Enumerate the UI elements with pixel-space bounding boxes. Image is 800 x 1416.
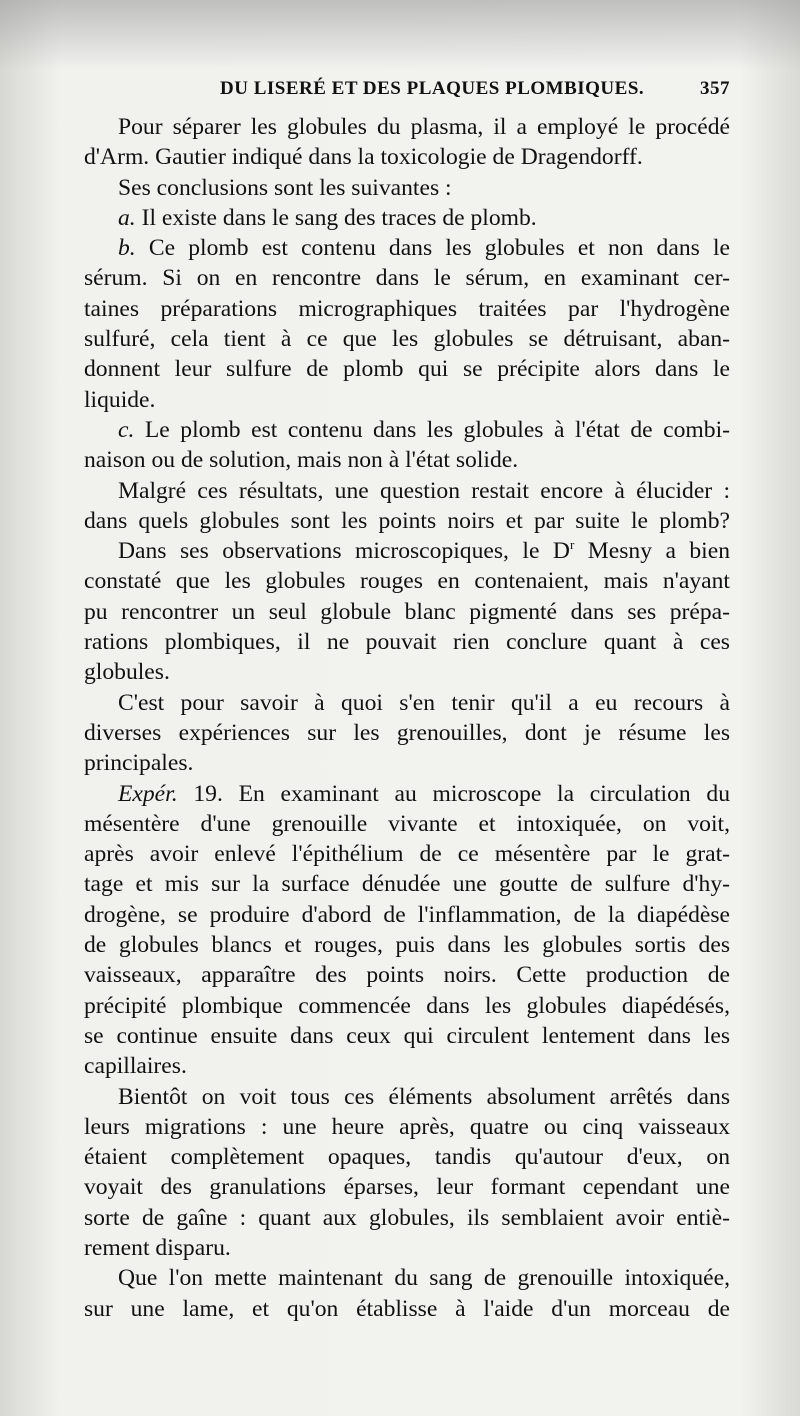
text-line	[84, 263, 730, 293]
body-text	[84, 112, 730, 1324]
line-text: naison ou de solution, mais non à l'état solide.	[84, 447, 519, 474]
running-title: DU LISERÉ ET DES PLAQUES PLOMBIQUES.	[220, 78, 645, 99]
line-text: pu rencontrer un seul globule blanc pigmenté dans ses prépa-	[84, 598, 730, 625]
line-text: Pour séparer les globules du plasma, il a employé le procédé	[118, 114, 730, 140]
line-text: Ce plomb est contenu dans les globules et non dans le	[135, 235, 730, 262]
line-text: Que l'on mette maintenant du sang de grenouille intoxiquée,	[118, 1265, 730, 1292]
text-line	[84, 1112, 730, 1142]
text-line	[84, 324, 730, 354]
line-text: se continue ensuite dans ceux qui circulent lentement dans les	[84, 1022, 730, 1049]
text-line	[84, 1172, 730, 1202]
item-label: b.	[118, 235, 136, 262]
text-line	[84, 1051, 730, 1081]
text-line	[84, 445, 730, 475]
line-text: capillaires.	[84, 1053, 187, 1080]
line-text: C'est pour savoir à quoi s'en tenir qu'il a eu recours à	[118, 689, 730, 716]
text-line	[84, 900, 730, 930]
text-line	[84, 809, 730, 839]
line-text: diverses expériences sur les grenouilles, dont je résume les	[84, 719, 730, 746]
text-line	[84, 476, 730, 506]
line-text: tage et mis sur la surface dénudée une goutte de sulfure d'hy-	[84, 871, 730, 898]
text-line	[84, 1082, 730, 1112]
line-text: rations plombiques, il ne pouvait rien conclure quant à ces	[84, 629, 730, 656]
line-text: d'Arm. Gautier indiqué dans la toxicologie de Dragendorff.	[84, 144, 643, 171]
text-line	[84, 294, 730, 324]
text-line	[84, 566, 730, 596]
line-text: étaient complètement opaques, tandis qu'autour d'eux, on	[84, 1144, 730, 1171]
page-number: 357	[700, 78, 730, 99]
line-text: après avoir enlevé l'épithélium de ce mésentère par le grat-	[84, 841, 730, 868]
text-line	[84, 748, 730, 778]
text-line	[84, 991, 730, 1021]
line-text: Le plomb est contenu dans les globules à l'état de combi-	[134, 416, 730, 443]
text-line	[84, 960, 730, 990]
text-line	[84, 233, 730, 263]
text-line	[84, 627, 730, 657]
superscript: r	[569, 537, 575, 553]
text-line	[84, 657, 730, 687]
text-line	[84, 1021, 730, 1051]
text-line	[84, 688, 730, 718]
text-line	[84, 354, 730, 384]
line-text: liquide.	[84, 386, 156, 413]
line-text: sulfuré, cela tient à ce que les globules se détruisant, aban-	[84, 326, 730, 353]
text-line	[84, 112, 730, 142]
line-text: Il existe dans le sang des traces de plomb.	[135, 204, 537, 231]
text-line	[84, 1142, 730, 1172]
line-text: Dans ses observations microscopiques, le D	[118, 538, 570, 565]
line-text: dans quels globules sont les points noirs et par suite le plomb?	[84, 507, 730, 534]
line-text: constaté que les globules rouges en contenaient, mais n'ayant	[84, 568, 730, 595]
text-line	[84, 142, 730, 172]
line-text: globules.	[84, 659, 170, 686]
line-text: principales.	[84, 750, 194, 777]
line-text: vaisseaux, apparaître des points noirs. Cette production de	[84, 962, 730, 989]
text-line	[84, 385, 730, 415]
line-text: rement disparu.	[84, 1234, 231, 1261]
text-line	[84, 1233, 730, 1263]
line-text: sorte de gaîne : quant aux globules, ils semblaient avoir entiè-	[84, 1204, 730, 1231]
text-line	[84, 1263, 730, 1293]
line-text: drogène, se produire d'abord de l'inflammation, de la diapédèse	[84, 901, 730, 928]
item-label: Expér.	[118, 780, 178, 807]
line-text: leurs migrations : une heure après, quatre ou cinq vaisseaux	[84, 1113, 730, 1140]
text-line	[84, 930, 730, 960]
line-text: précipité plombique commencée dans les globules diapédésés,	[84, 992, 730, 1019]
text-line	[84, 415, 730, 445]
text-line	[84, 839, 730, 869]
text-line	[84, 203, 730, 233]
text-line	[84, 1203, 730, 1233]
line-text-cont: Mesny a bien	[574, 538, 731, 565]
item-label: a.	[118, 204, 136, 231]
line-text: sur une lame, et qu'on établisse à l'aide d'un morceau de	[84, 1295, 730, 1322]
text-line	[84, 1294, 730, 1324]
line-text: sérum. Si on en rencontre dans le sérum, en examinant cer-	[84, 265, 730, 292]
line-text: Ses conclusions sont les suivantes :	[118, 174, 452, 201]
text-line	[84, 779, 730, 809]
line-text: mésentère d'une grenouille vivante et intoxiquée, on voit,	[84, 810, 730, 837]
line-text: Bientôt on voit tous ces éléments absolument arrêtés dans	[118, 1083, 730, 1110]
text-line	[84, 869, 730, 899]
running-header	[84, 78, 730, 108]
item-label: c.	[118, 416, 135, 443]
line-text: de globules blancs et rouges, puis dans les globules sortis des	[84, 932, 730, 959]
text-line	[84, 597, 730, 627]
line-text: 19. En examinant au microscope la circulation du	[177, 780, 730, 807]
text-line	[84, 536, 730, 566]
line-text: voyait des granulations éparses, leur formant cependant une	[84, 1174, 730, 1201]
line-text: taines préparations micrographiques traitées par l'hydrogène	[84, 295, 730, 322]
text-line	[84, 506, 730, 536]
text-line	[84, 718, 730, 748]
line-text: Malgré ces résultats, une question restait encore à élucider :	[118, 477, 730, 504]
text-line	[84, 173, 730, 203]
line-text: donnent leur sulfure de plomb qui se précipite alors dans le	[84, 356, 730, 383]
